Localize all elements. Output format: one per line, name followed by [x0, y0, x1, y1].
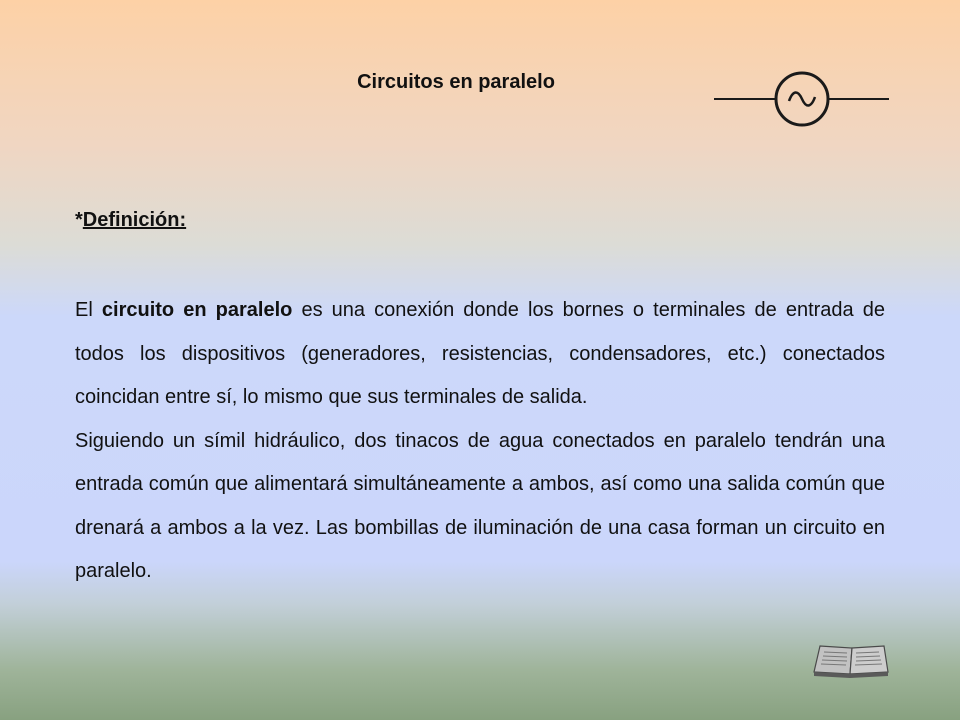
- definition-paragraph: [75, 289, 885, 420]
- analogy-paragraph: Siguiendo un símil hidráulico, dos tinacos de agua conectados en paralelo tendrán una entrada común que alimentará simultáneamente a ambos, así como una salida común que drenará a ambos a la vez. Las bombillas de iluminación de una casa forman un circuito en paralelo.: [75, 429, 885, 582]
- definition-body: [75, 289, 885, 594]
- book-icon[interactable]: [812, 642, 890, 680]
- highlighted-term: circuito en paralelo: [101, 299, 293, 321]
- ac-source-icon: [712, 70, 892, 130]
- definition-heading: [75, 209, 186, 232]
- paragraph-rest: es una conexión donde los bornes o terminales de entrada de todos los dispositivos (generadores, resistencias, condensadores, etc.) conectados coincidan entre sí, lo mismo que sus terminales de salida.: [75, 299, 885, 408]
- definition-prefix: *: [75, 209, 83, 231]
- definition-label: Definición:: [82, 209, 187, 231]
- paragraph-lead: El: [75, 299, 102, 321]
- page-title: Circuitos en paralelo: [357, 71, 555, 93]
